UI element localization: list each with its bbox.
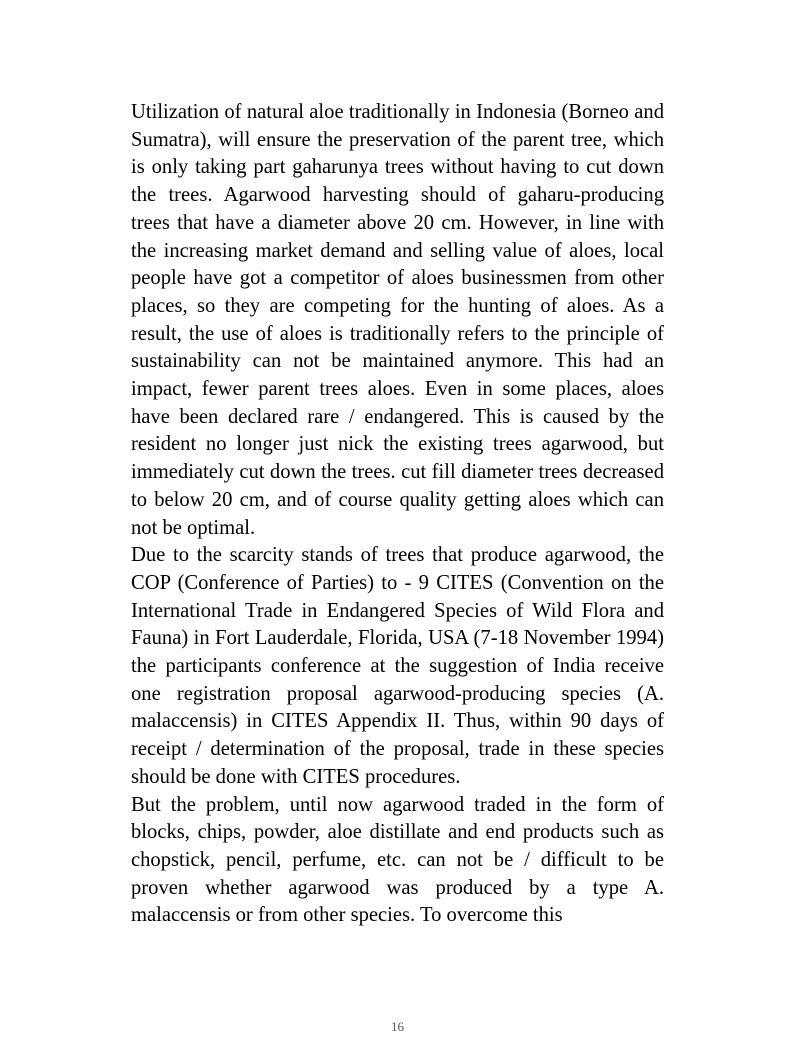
paragraph-trade-problem: But the problem, until now agarwood traded in the form of blocks, chips, powder, aloe distillate and end products such as chopstick, pencil, perfume, etc. can not be / difficult to be proven whether agarwood was produced by a type A. malaccensis or from other species. To overcome this <box>131 793 664 927</box>
document-body <box>131 99 664 930</box>
paragraph-aloe-utilization: Utilization of natural aloe traditionally in Indonesia (Borneo and Sumatra), will ensure the preservation of the parent tree, which is only taking part gaharunya trees without having to cut down the trees. Agarwood harvesting should of gaharu-producing trees that have a diameter above 20 cm. However, in line with the increasing market demand and selling value of aloes, local people have got a competitor of aloes businessmen from other places, so they are competing for the hunting of aloes. As a result, the use of aloes is traditionally refers to the principle of sustainability can not be maintained anymore. This had an impact, fewer parent trees aloes. Even in some places, aloes have been declared rare / endangered. This is caused by the resident no longer just nick the existing trees agarwood, but immediately cut down the trees. cut fill diameter trees decreased to below 20 cm, and of course quality getting aloes which can not be optimal. <box>131 101 664 539</box>
page-number: 16 <box>391 1019 404 1034</box>
paragraph-cites-listing: Due to the scarcity stands of trees that produce agarwood, the COP (Conference of Parties) to - 9 CITES (Convention on the International Trade in Endangered Species of Wild Flora and Fauna) in Fort Lauderdale, Florida, USA (7-18 November 1994) the participants conference at the suggestion of India receive one registration proposal agarwood-producing species (A. malaccensis) in CITES Appendix II. Thus, within 90 days of receipt / determination of the proposal, trade in these species should be done with CITES procedures. <box>131 544 664 788</box>
